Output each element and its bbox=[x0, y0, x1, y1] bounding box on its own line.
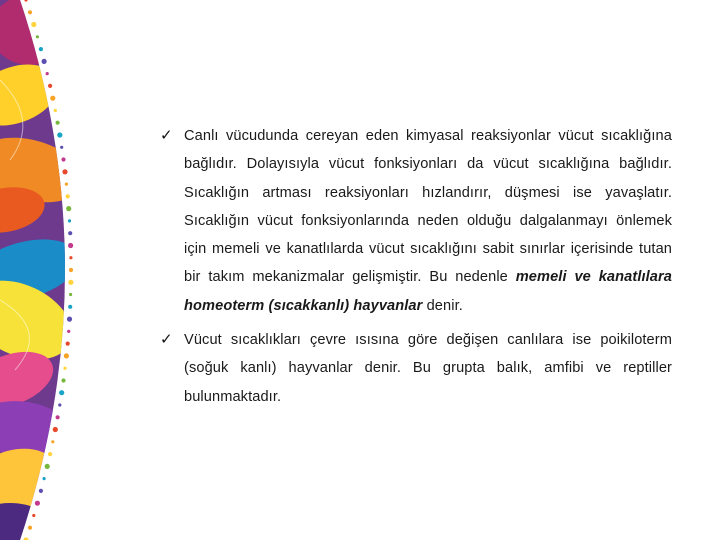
decor-dot bbox=[28, 526, 32, 530]
decor-dot bbox=[60, 146, 63, 149]
decor-dot bbox=[68, 219, 71, 222]
bullet-text-plain: Vücut sıcaklıkları çevre ısısına göre değişen canlılara ise poikiloterm (soğuk kanlı) hayvanlar denir. Bu grupta balık, amfibi ve reptiller bulunmaktadır. bbox=[184, 332, 672, 405]
decor-dot bbox=[28, 10, 32, 14]
decor-dot bbox=[56, 121, 60, 125]
bullet-text bbox=[184, 122, 672, 320]
decor-dot bbox=[36, 35, 39, 38]
bullet-item-2 bbox=[160, 326, 672, 411]
bullet-text-plain: Canlı vücudunda cereyan eden kimyasal reaksiyonlar vücut sıcaklığına bağlıdır. Dolayısıyla vücut fonksiyonları da vücut sıcaklığına bağlıdır. Sıcaklığın artması reaksiyonları hızlandırır, düşmesi ise yavaşlatır. Sıcaklığın vücut fonksiyonlarında neden olduğu dalgalanmayı önlemek için memeli ve kanatlılarda vücut sıcaklığını sabit sınırlar içerisinde tutan bir takım mekanizmalar gelişmiştir. Bu nedenle bbox=[184, 128, 672, 286]
decor-dot bbox=[69, 293, 72, 296]
decor-dot bbox=[68, 280, 73, 285]
decor-dot bbox=[39, 47, 43, 51]
decor-dot bbox=[48, 84, 52, 88]
bullet-text bbox=[184, 326, 672, 411]
decor-dot bbox=[61, 157, 65, 161]
decor-dot bbox=[61, 378, 65, 382]
decor-dot bbox=[45, 464, 50, 469]
decor-dot bbox=[31, 22, 36, 27]
decor-dot bbox=[62, 169, 67, 174]
decor-dot bbox=[67, 317, 72, 322]
decor-dot bbox=[65, 183, 68, 186]
decor-dot bbox=[54, 109, 57, 112]
bullet-item-1 bbox=[160, 122, 672, 320]
decor-dot bbox=[46, 72, 49, 75]
decor-dot bbox=[64, 353, 69, 358]
feather-decoration bbox=[0, 0, 120, 540]
decor-dot bbox=[53, 427, 58, 432]
decor-dot bbox=[66, 194, 70, 198]
decor-dot bbox=[67, 330, 70, 333]
checkmark-icon: ✓ bbox=[160, 126, 173, 144]
bullet-text-tail: denir. bbox=[422, 297, 463, 314]
decor-dot bbox=[48, 452, 52, 456]
decor-dot bbox=[69, 268, 73, 272]
decor-dot bbox=[39, 489, 43, 493]
decor-dot bbox=[66, 206, 71, 211]
decor-dot bbox=[59, 390, 64, 395]
decor-dot bbox=[57, 132, 62, 137]
decor-dot bbox=[50, 96, 55, 101]
bullet-text-emphasis: memeli ve kanatlılara homeoterm (sıcakkanlı) hayvanlar bbox=[184, 269, 673, 314]
text-content bbox=[160, 122, 672, 417]
decor-dot bbox=[42, 59, 47, 64]
decor-dot bbox=[68, 231, 72, 235]
decor-dot bbox=[68, 305, 72, 309]
decor-dot bbox=[43, 477, 46, 480]
decor-dot bbox=[63, 367, 66, 370]
decor-dot bbox=[24, 0, 27, 2]
decor-dot bbox=[35, 501, 40, 506]
decor-dot bbox=[51, 440, 54, 443]
decor-dot bbox=[66, 342, 70, 346]
decor-dot bbox=[32, 514, 35, 517]
decor-dot bbox=[58, 403, 61, 406]
checkmark-icon: ✓ bbox=[160, 330, 173, 349]
decor-dot bbox=[69, 256, 72, 259]
decor-dot bbox=[56, 415, 60, 419]
decor-dot bbox=[68, 243, 73, 248]
